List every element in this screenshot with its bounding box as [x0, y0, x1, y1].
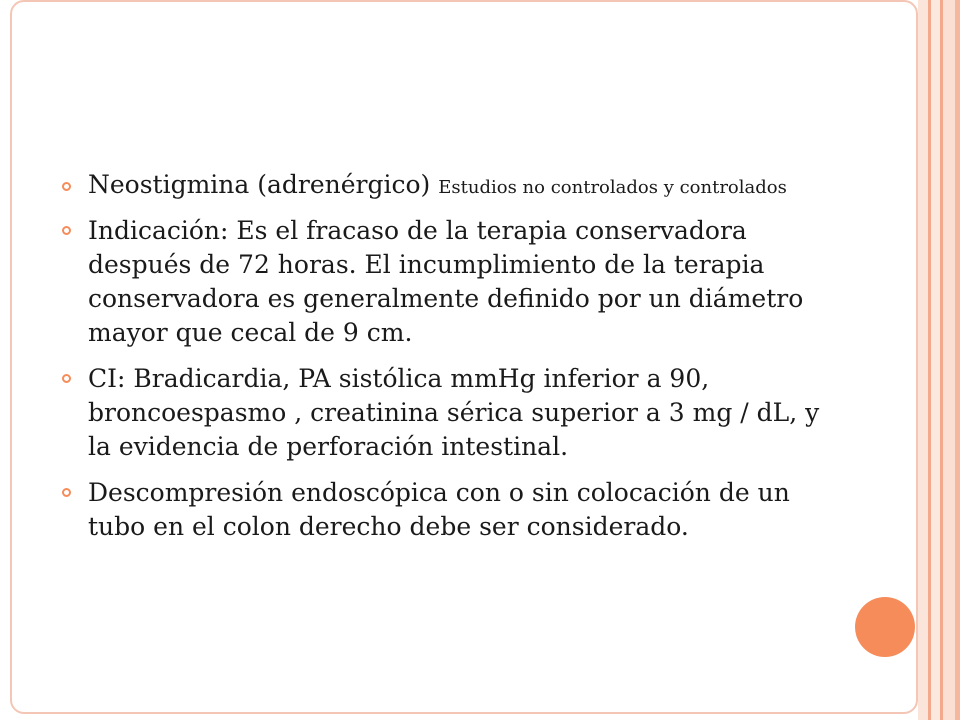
bullet-ring-icon [62, 374, 71, 383]
bullet-text: Descompresión endoscópica con o sin colocación de un tubo en el colon derecho debe ser considerado. [88, 478, 790, 541]
side-stripe [955, 0, 960, 720]
side-stripe [918, 0, 928, 720]
bullet-text: Neostigmina (adrenérgico) [88, 170, 439, 199]
bullet-item [60, 214, 820, 350]
bullet-item [60, 170, 820, 200]
bullet-text: CI: Bradicardia, PA sistólica mmHg inferior a 90, broncoespasmo , creatinina sérica superior a 3 mg / dL, y la evidencia de perforación intestinal. [88, 364, 820, 461]
side-stripe [931, 0, 940, 720]
bullet-subtext: Estudios no controlados y controlados [438, 177, 787, 198]
bullet-list [60, 170, 820, 556]
bullet-text: Indicación: Es el fracaso de la terapia conservadora después de 72 horas. El incumplimiento de la terapia conservadora es generalmente definido por un diámetro mayor que cecal de 9 cm. [88, 216, 804, 347]
bullet-item [60, 476, 820, 544]
bullet-ring-icon [62, 182, 71, 191]
bullet-ring-icon [62, 488, 71, 497]
bullet-item [60, 362, 820, 464]
side-stripe [943, 0, 955, 720]
decorative-circle [855, 597, 915, 657]
bullet-ring-icon [62, 226, 71, 235]
